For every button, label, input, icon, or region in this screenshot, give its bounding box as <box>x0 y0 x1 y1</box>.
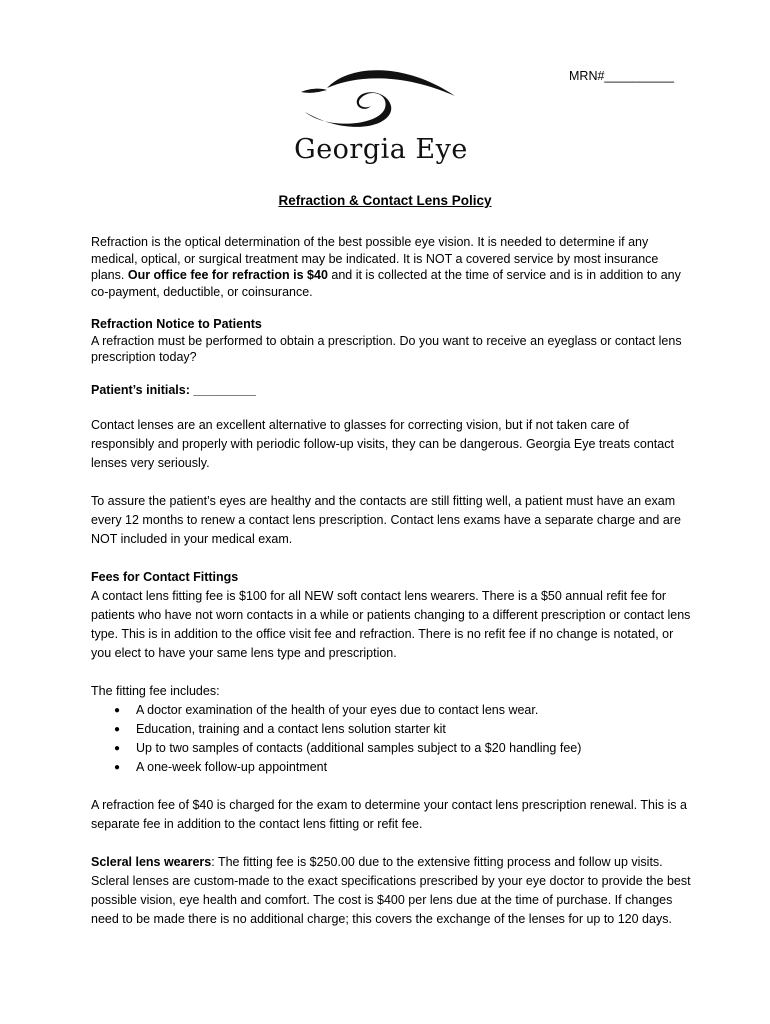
bullet-icon: ● <box>114 705 121 716</box>
includes-label: The fitting fee includes: <box>91 684 220 698</box>
bullet-icon: ● <box>114 743 121 754</box>
georgia-eye-logo <box>287 66 473 172</box>
page-title: Refraction & Contact Lens Policy <box>278 193 492 208</box>
list-item <box>114 720 691 739</box>
mrn-field: MRN#__________ <box>569 69 674 83</box>
refraction-notice-text: A refraction must be performed to obtain a prescription. Do you want to receive an eyeglass or contact lens prescription today? <box>91 333 682 364</box>
list-item-text: A one-week follow-up appointment <box>136 760 328 774</box>
refraction-notice-heading-text: Refraction Notice to Patients <box>91 317 262 331</box>
list-item <box>114 758 691 777</box>
patient-initials-label: Patient’s initials: _________ <box>91 382 256 397</box>
fees-heading-text: Fees for Contact Fittings <box>91 570 239 584</box>
annual-exam-paragraph: To assure the patient’s eyes are healthy and the contacts are still fitting well, a patient must have an exam every 12 months to renew a contact lens prescription. Contact lens exams have a separate charge and are NOT included in your medical exam. <box>91 494 681 546</box>
refraction-notice-heading <box>91 316 691 333</box>
patient-initials-field <box>91 382 691 399</box>
scleral-paragraph <box>91 853 691 929</box>
renewal-paragraph: A refraction fee of $40 is charged for the exam to determine your contact lens prescription renewal. This is a separate fee in addition to the contact lens fitting or refit fee. <box>91 798 687 831</box>
bullet-icon: ● <box>114 762 121 773</box>
bullet-icon: ● <box>114 724 121 735</box>
intro-text-continued: and it is collected at the time of service and is in addition to any co-payment, deductible, or coinsurance. <box>91 268 681 299</box>
eye-swirl-logo-icon <box>287 66 473 138</box>
list-item <box>114 701 691 720</box>
list-item-text: Up to two samples of contacts (additional samples subject to a $20 handling fee) <box>136 741 582 755</box>
intro-fee-emphasis: Our office fee for refraction is $40 <box>127 268 328 282</box>
contact-lens-intro-paragraph: Contact lenses are an excellent alternative to glasses for correcting vision, but if not taken care of responsibly and properly with periodic follow-up visits, they can be dangerous. Georgia Eye treats contact lenses very seriously. <box>91 418 674 470</box>
list-item-text: A doctor examination of the health of your eyes due to contact lens wear. <box>136 703 539 717</box>
intro-paragraph <box>91 234 691 300</box>
scleral-heading: Scleral lens wearers <box>91 855 212 869</box>
policy-body <box>91 234 691 929</box>
intro-text: Refraction is the optical determination of the best possible eye vision. It is needed to determine if any medical, optical, or surgical treatment may be indicated. It is NOT a covered service by most insurance plans. <box>91 235 659 282</box>
includes-list <box>91 701 691 777</box>
list-item-text: Education, training and a contact lens solution starter kit <box>136 722 446 736</box>
list-item <box>114 739 691 758</box>
logo-wordmark: Georgia Eye <box>294 134 468 165</box>
scleral-text: : The fitting fee is $250.00 due to the extensive fitting process and follow up visits. Scleral lenses are custom-made to the exact specifications prescribed by your eye doctor to provide the best possible vision, eye health and comfort. The cost is $400 per lens due at the time of purchase. If changes need to be made there is no additional charge; this covers the exchange of the lenses for up to 120 days. <box>91 855 691 926</box>
fees-paragraph: A contact lens fitting fee is $100 for all NEW soft contact lens wearers. There is a $50 annual refit fee for patients who have not worn contacts in a while or patients changing to a different prescription or contact lens type. This is in addition to the office visit fee and refraction. There is no refit fee if no change is notated, or you elect to have your same lens type and prescription. <box>91 589 691 660</box>
fees-heading <box>91 568 691 587</box>
